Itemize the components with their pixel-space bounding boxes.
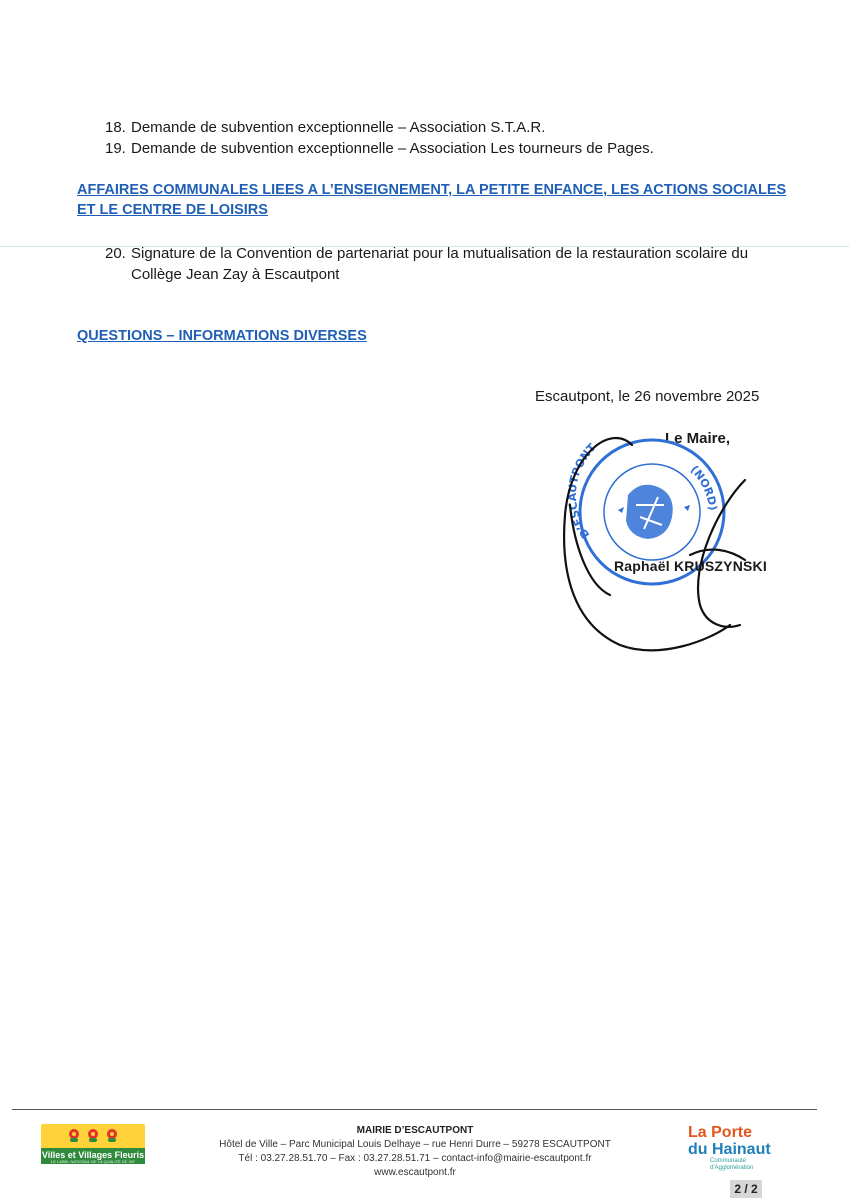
place-date: Escautpont, le 26 novembre 2025 [535,388,760,405]
logo-subtext: LE LABEL NATIONAL DE LA QUALITÉ DE VIE [51,1159,135,1164]
item-number: 18. [105,119,126,136]
footer-organization: MAIRIE D’ESCAUTPONT [356,1125,474,1136]
footer-contact-block [190,1124,640,1180]
list-item-20 [105,243,748,264]
page-number: 2 / 2 [730,1180,762,1198]
section-heading-affaires-line1: AFFAIRES COMMUNALES LIEES A L’ENSEIGNEMENT, LA PETITE ENFANCE, LES ACTIONS SOCIALES [77,182,787,198]
list-item-19 [105,138,654,159]
item-text: Demande de subvention exceptionnelle – Association Les tourneurs de Pages. [131,140,654,157]
logo-line3: Communauté d’Agglomération [710,1158,754,1171]
footer-contact: Tél : 03.27.28.51.70 – Fax : 03.27.28.51.71 – contact-info@mairie-escautpont.fr [238,1153,592,1164]
logo-text: Villes et Villages Fleuris [41,1150,145,1160]
item-number: 20. [105,245,126,262]
section-heading-affaires-line2: ET LE CENTRE DE LOISIRS [77,202,268,218]
leaf-icon [108,1138,116,1142]
footer-divider [12,1109,817,1110]
logo-line2: du Hainaut [688,1141,771,1158]
mayor-title: Le Maire, [665,430,731,447]
svg-text:(NORD): (NORD) [687,462,720,512]
leaf-icon [70,1138,78,1142]
mayor-name: Raphaël KRUSZYNSKI [614,558,767,574]
section-heading-questions: QUESTIONS – INFORMATIONS DIVERSES [77,328,367,344]
svg-text:D’ESCAUTPONT: D’ESCAUTPONT [565,441,599,541]
footer-address: Hôtel de Ville – Parc Municipal Louis Delhaye – rue Henri Durre – 59278 ESCAUTPONT [219,1139,611,1150]
item-text: Signature de la Convention de partenariat pour la mutualisation de la restauration scolaire du [131,245,749,262]
footer-website: www.escautpont.fr [374,1167,456,1178]
logo-line1: La Porte [688,1124,753,1141]
item-text: Demande de subvention exceptionnelle – Association S.T.A.R. [131,119,546,136]
villes-villages-fleuris-logo [41,1124,145,1164]
porte-du-hainaut-logo [688,1124,788,1172]
item-number: 19. [105,140,126,157]
list-item-20-continuation: Collège Jean Zay à Escautpont [131,266,340,283]
list-item-18 [105,117,545,138]
leaf-icon [89,1138,97,1142]
stamp-and-signature [540,425,780,655]
